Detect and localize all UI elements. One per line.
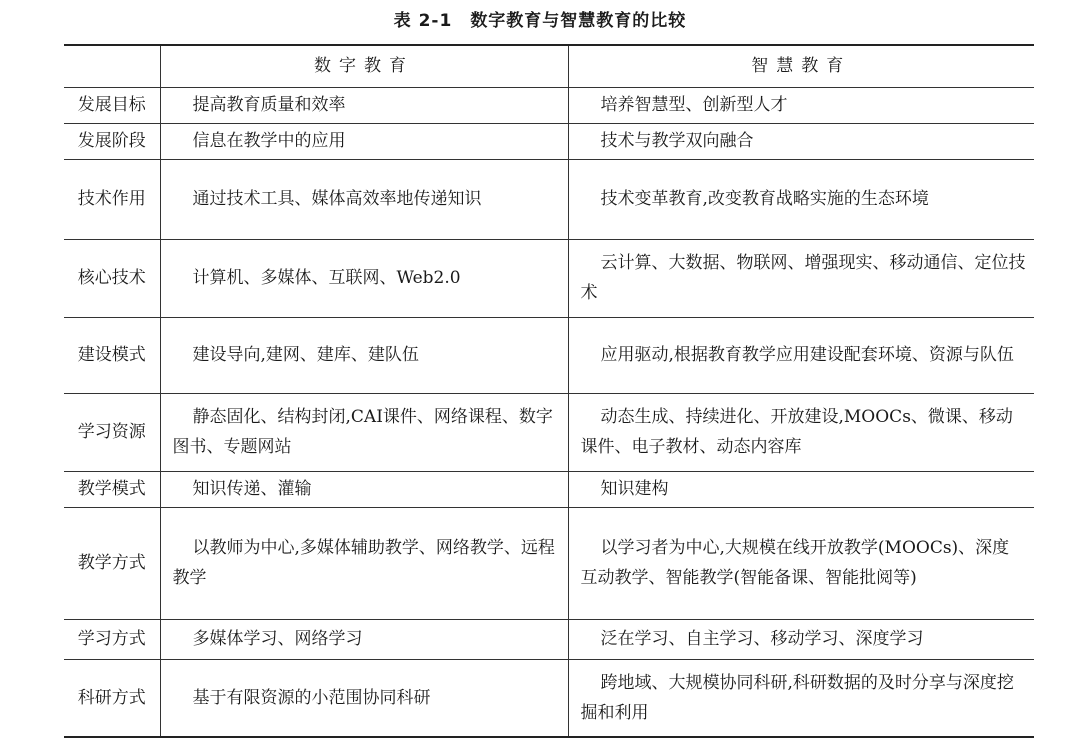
row-label: 发展阶段 (64, 123, 160, 159)
table-row (64, 159, 1034, 239)
table-row (64, 393, 1034, 471)
smart-cell: 知识建构 (568, 471, 1034, 507)
smart-cell: 云计算、大数据、物联网、增强现实、移动通信、定位技术 (568, 239, 1034, 317)
row-label: 科研方式 (64, 659, 160, 737)
smart-cell: 跨地域、大规模协同科研,科研数据的及时分享与深度挖掘和利用 (568, 659, 1034, 737)
smart-cell: 技术变革教育,改变教育战略实施的生态环境 (568, 159, 1034, 239)
table-row (64, 619, 1034, 659)
digital-cell: 多媒体学习、网络学习 (160, 619, 568, 659)
table-number: 表 2-1 (393, 11, 453, 31)
table-row (64, 471, 1034, 507)
smart-cell: 以学习者为中心,大规模在线开放教学(MOOCs)、深度互动教学、智能教学(智能备课、智能批阅等) (568, 507, 1034, 619)
digital-cell: 静态固化、结构封闭,CAI课件、网络课程、数字图书、专题网站 (160, 393, 568, 471)
table-row (64, 239, 1034, 317)
row-label: 发展目标 (64, 87, 160, 123)
digital-cell: 计算机、多媒体、互联网、Web2.0 (160, 239, 568, 317)
header-digital-education: 数字教育 (160, 45, 568, 87)
digital-cell: 建设导向,建网、建库、建队伍 (160, 317, 568, 393)
digital-cell: 知识传递、灌输 (160, 471, 568, 507)
table-title: 数字教育与智慧教育的比较 (470, 11, 687, 31)
digital-cell: 基于有限资源的小范围协同科研 (160, 659, 568, 737)
table-row (64, 317, 1034, 393)
comparison-table (64, 44, 1034, 738)
smart-cell: 应用驱动,根据教育教学应用建设配套环境、资源与队伍 (568, 317, 1034, 393)
row-label: 建设模式 (64, 317, 160, 393)
digital-cell: 信息在教学中的应用 (160, 123, 568, 159)
smart-cell: 培养智慧型、创新型人才 (568, 87, 1034, 123)
table-row (64, 123, 1034, 159)
digital-cell: 以教师为中心,多媒体辅助教学、网络教学、远程教学 (160, 507, 568, 619)
digital-cell: 提高教育质量和效率 (160, 87, 568, 123)
row-label: 核心技术 (64, 239, 160, 317)
row-label: 学习资源 (64, 393, 160, 471)
smart-cell: 泛在学习、自主学习、移动学习、深度学习 (568, 619, 1034, 659)
header-corner (64, 45, 160, 87)
table-row (64, 507, 1034, 619)
row-label: 教学模式 (64, 471, 160, 507)
smart-cell: 动态生成、持续进化、开放建设,MOOCs、微课、移动课件、电子教材、动态内容库 (568, 393, 1034, 471)
row-label: 学习方式 (64, 619, 160, 659)
smart-cell: 技术与教学双向融合 (568, 123, 1034, 159)
row-label: 教学方式 (64, 507, 160, 619)
digital-cell: 通过技术工具、媒体高效率地传递知识 (160, 159, 568, 239)
header-smart-education: 智慧教育 (568, 45, 1034, 87)
table-row (64, 87, 1034, 123)
row-label: 技术作用 (64, 159, 160, 239)
table-caption (0, 6, 1080, 31)
header-row (64, 45, 1034, 87)
table-row (64, 659, 1034, 737)
